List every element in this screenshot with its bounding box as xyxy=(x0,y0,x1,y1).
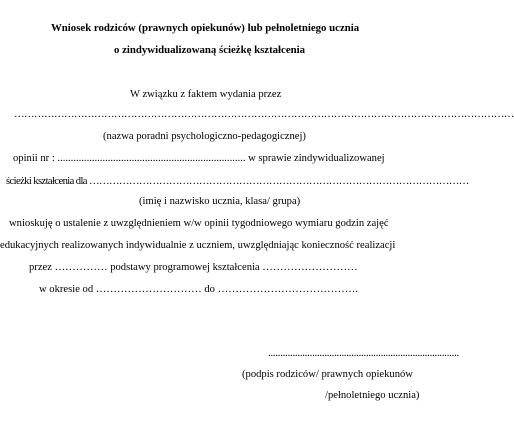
education-line: edukacyjnych realizowanych indywidualnie z uczniem, uwzględniając konieczność realizacji xyxy=(0,240,396,251)
signature-caption-line-1: (podpis rodziców/ prawnych opiekunów xyxy=(242,369,413,380)
signature-line: .............................................................................. xyxy=(268,348,459,359)
curriculum-line: przez …………… podstawy programowej kształcenia ……………………… xyxy=(29,262,358,273)
clinic-name-caption: (nazwa poradni psychologiczno-pedagogicznej) xyxy=(103,131,306,142)
document-title-line-1: Wniosek rodziców (prawnych opiekunów) lub pełnoletniego ucznia xyxy=(51,22,360,34)
signature-caption-line-2: /pełnoletniego ucznia) xyxy=(325,390,420,401)
opinion-number-line: opinii nr : ....................................................................... w sprawie zindywidualizowanej xyxy=(13,153,385,164)
intro-text: W związku z faktem wydania przez xyxy=(130,89,282,100)
request-line: wnioskuję o ustalenie z uwzględnieniem w/w opinii tygodniowego wymiaru godzin zajęć xyxy=(9,218,389,229)
student-caption: (imię i nazwisko ucznia, klasa/ grupa) xyxy=(139,196,301,207)
student-path-line: ścieżki kształcenia dla …………………………………………………………………………………………………… xyxy=(6,176,469,187)
clinic-name-field: …………………………………………………………………………………………………………………………………… xyxy=(14,109,514,120)
period-line: w okresie od ………………………… do …………………………………. xyxy=(39,284,358,295)
document-title-line-2: o zindywidualizowaną ścieżkę kształcenia xyxy=(114,44,306,56)
